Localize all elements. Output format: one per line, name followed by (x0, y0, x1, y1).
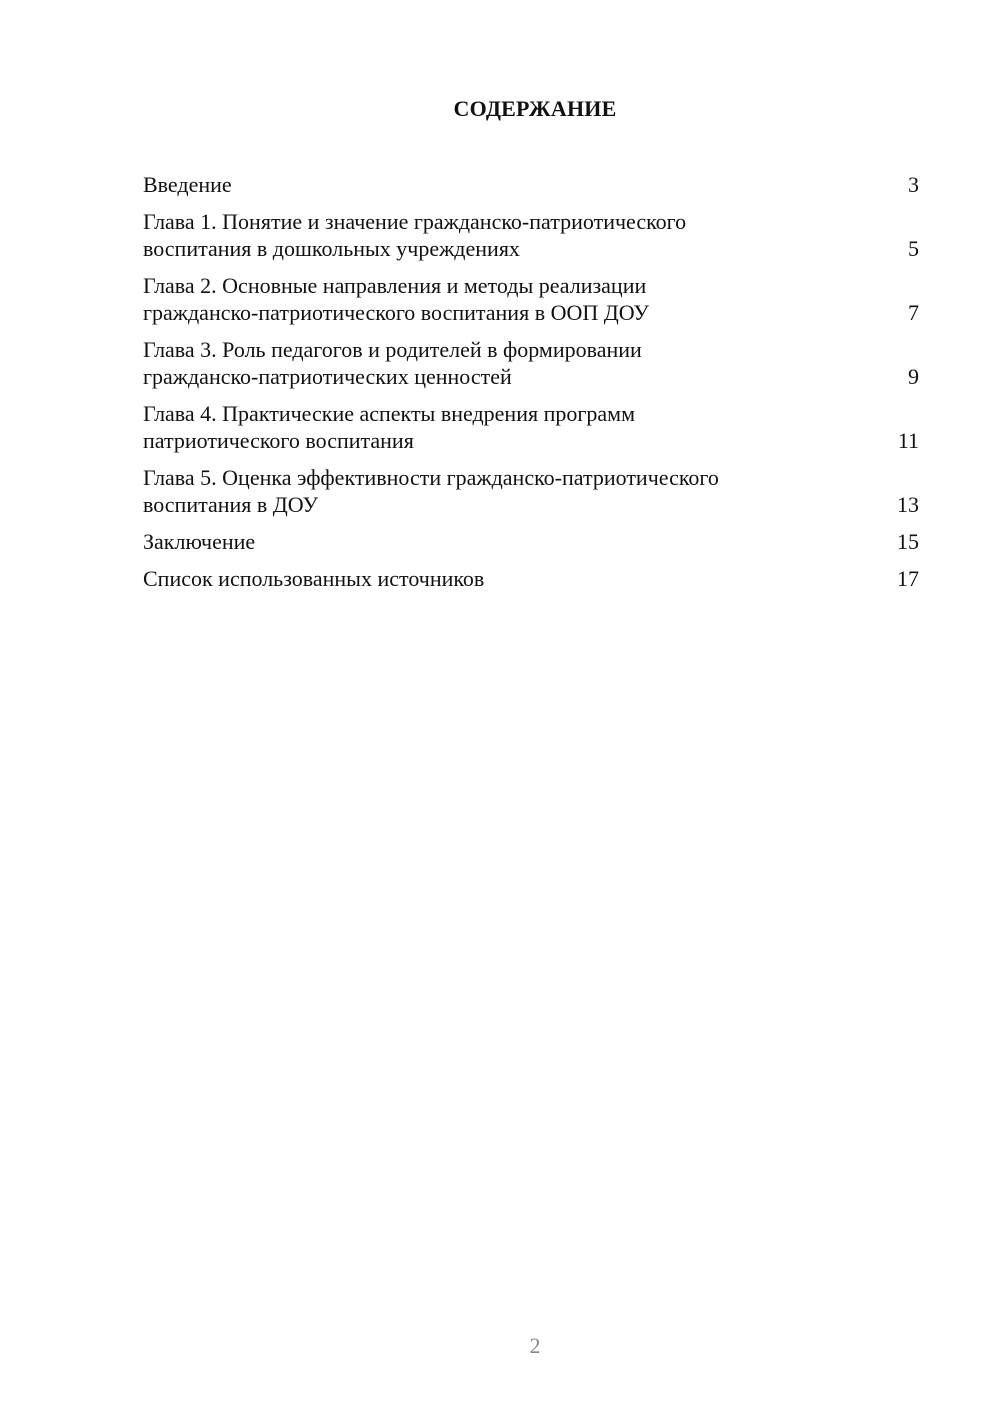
toc-entry-chapter-2[interactable] (143, 272, 919, 326)
toc-entry-line: гражданско-патриотического воспитания в ООП ДОУ (143, 300, 649, 325)
toc-entry-line: Введение (143, 172, 232, 197)
toc-entry-chapter-5[interactable] (143, 464, 919, 518)
toc-entry-label (143, 171, 889, 198)
toc-entry-page: 3 (908, 172, 919, 197)
toc-entry-line: воспитания в дошкольных учреждениях (143, 236, 520, 261)
toc-entry-page: 17 (897, 566, 919, 591)
toc-entry-line: Глава 3. Роль педагогов и родителей в формировании (143, 337, 642, 362)
toc-heading: СОДЕРЖАНИЕ (453, 96, 617, 121)
toc-entry-line: Глава 4. Практические аспекты внедрения программ (143, 401, 636, 426)
page-number: 2 (529, 1333, 541, 1358)
toc-entry-line: патриотического воспитания (143, 428, 414, 453)
toc-entry-introduction[interactable] (143, 171, 919, 198)
table-of-contents (143, 171, 919, 602)
toc-entry-chapter-4[interactable] (143, 400, 919, 454)
toc-entry-label (143, 528, 889, 555)
toc-entry-label (143, 565, 889, 592)
toc-entry-line: Список использованных источников (143, 566, 485, 591)
toc-entry-line: воспитания в ДОУ (143, 492, 319, 517)
toc-entry-conclusion[interactable] (143, 528, 919, 555)
toc-entry-label (143, 208, 889, 262)
toc-entry-line: Заключение (143, 529, 256, 554)
toc-entry-label (143, 400, 889, 454)
toc-entry-page: 7 (908, 300, 919, 325)
toc-entry-page: 15 (897, 529, 919, 554)
toc-entry-label (143, 272, 889, 326)
toc-entry-page: 5 (908, 236, 919, 261)
toc-entry-page: 11 (897, 428, 919, 453)
toc-entry-label (143, 336, 889, 390)
toc-entry-chapter-1[interactable] (143, 208, 919, 262)
toc-entry-page: 9 (908, 364, 919, 389)
toc-entry-line: Глава 2. Основные направления и методы реализации (143, 273, 647, 298)
toc-entry-page: 13 (897, 492, 919, 517)
toc-entry-line: гражданско-патриотических ценностей (143, 364, 512, 389)
toc-entry-line: Глава 5. Оценка эффективности гражданско-патриотического (143, 465, 719, 490)
toc-entry-label (143, 464, 889, 518)
toc-entry-chapter-3[interactable] (143, 336, 919, 390)
toc-entry-references[interactable] (143, 565, 919, 592)
toc-entry-line: Глава 1. Понятие и значение гражданско-патриотического (143, 209, 687, 234)
